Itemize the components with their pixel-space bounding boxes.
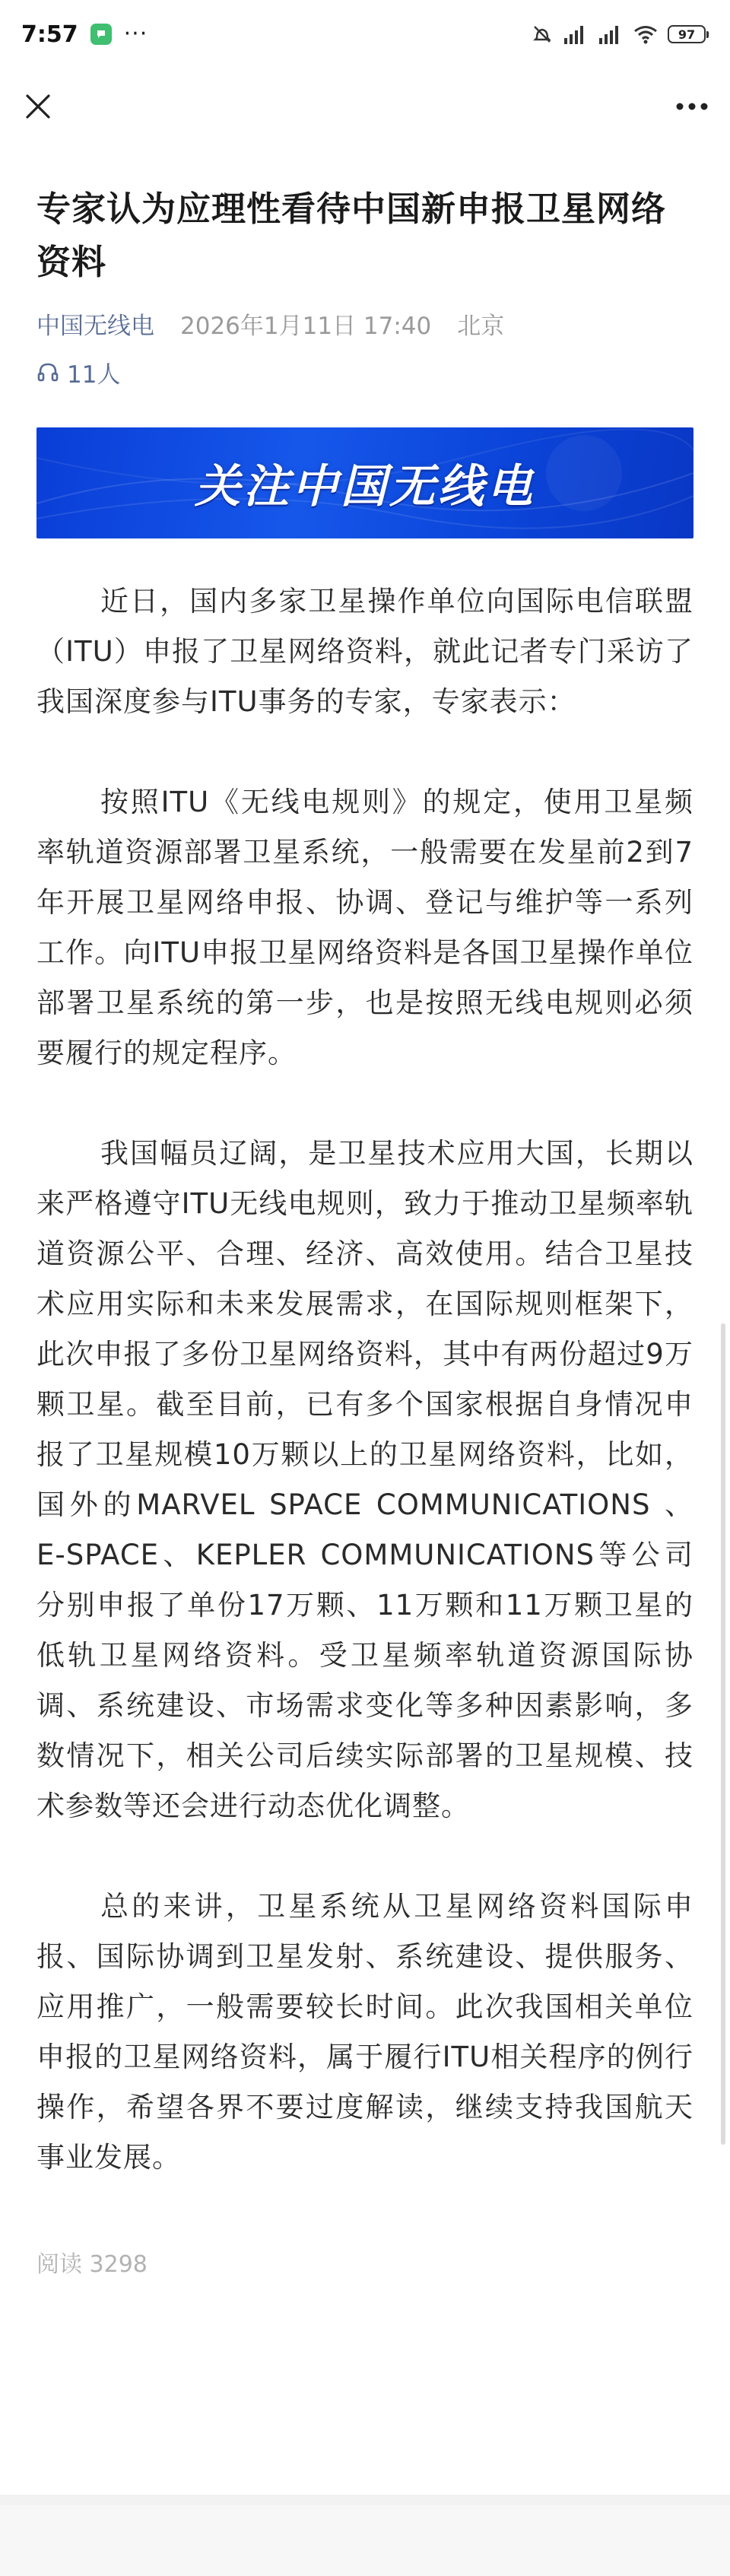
- status-bar: [0, 0, 730, 68]
- scrollbar[interactable]: [721, 1323, 725, 2145]
- nav-bar: [0, 68, 730, 145]
- publish-location: 北京: [457, 312, 505, 340]
- wifi-icon: [633, 23, 659, 46]
- article: [36, 183, 694, 2279]
- signal-icon-1: [563, 23, 589, 46]
- more-notifications-icon: ···: [123, 21, 148, 47]
- listener-count: 11人: [67, 361, 121, 389]
- article-title: 专家认为应理性看待中国新申报卫星网络资料: [36, 189, 667, 282]
- paragraph-4: 总的来讲，卫星系统从卫星网络资料国际申报、国际协调到卫星发射、系统建设、提供服务、应用推广，一般需要较长时间。此次我国相关单位申报的卫星网络资料，属于履行ITU相关程序的例行操作，希望各界不要过度解读，继续支持我国航天事业发展。: [36, 1890, 694, 2174]
- paragraph-3: 我国幅员辽阔，是卫星技术应用大国，长期以来严格遵守ITU无线电规则，致力于推动卫星频率轨道资源公平、合理、经济、高效使用。结合卫星技术应用实际和未来发展需求，在国际规则框架下，此次申报了多份卫星网络资料，其中有两份超过9万颗卫星。截至目前，已有多个国家根据自身情况申报了卫星规模10万颗以上的卫星网络资料，比如，国外的MARVEL SPACE COMMUNICATIONS 、E-SPACE、KEPLER COMMUNICATIONS等公司分别申报了单份17万颗、11万颗和11万颗卫星的低轨卫星网络资料。受卫星频率轨道资源国际协调、系统建设、市场需求变化等多种因素影响，多数情况下，相关公司后续实际部署的卫星规模、技术参数等还会进行动态优化调整。: [36, 1137, 694, 1822]
- close-icon: [24, 93, 52, 120]
- source-account-link[interactable]: 中国无线电: [36, 312, 154, 340]
- banner-image: [36, 427, 694, 538]
- status-left: [21, 21, 148, 48]
- paragraph-1: 近日，国内多家卫星操作单位向国际电信联盟（ITU）申报了卫星网络资料，就此记者专门采访了我国深度参与ITU事务的专家，专家表示：: [36, 585, 694, 718]
- headphones-icon: [36, 361, 59, 383]
- paragraph-2: 按照ITU《无线电规则》的规定，使用卫星频率轨道资源部署卫星系统，一般需要在发星前2到7年开展卫星网络申报、协调、登记与维护等一系列工作。向ITU申报卫星网络资料是各国卫星操作单位部署卫星系统的第一步，也是按照无线电规则必须要履行的规定程序。: [36, 786, 694, 1069]
- more-icon: [675, 102, 709, 111]
- bottom-area: [0, 2505, 730, 2576]
- section-divider: [0, 2495, 730, 2505]
- close-button[interactable]: [21, 90, 55, 123]
- publish-datetime: 2026年1月11日 17:40: [180, 312, 432, 340]
- status-time: 7:57: [21, 21, 78, 48]
- article-meta: [36, 304, 694, 342]
- more-button[interactable]: [675, 90, 709, 123]
- battery-icon: [668, 25, 709, 43]
- status-right: [531, 23, 709, 46]
- wechat-notification-icon: [90, 24, 112, 45]
- mute-icon: [531, 23, 554, 46]
- listen-button[interactable]: [36, 354, 694, 389]
- signal-icon-2: [598, 23, 624, 46]
- battery-level: 97: [668, 25, 706, 43]
- read-count: 阅读 3298: [36, 2251, 148, 2278]
- banner-text: 关注中国无线电: [195, 460, 535, 513]
